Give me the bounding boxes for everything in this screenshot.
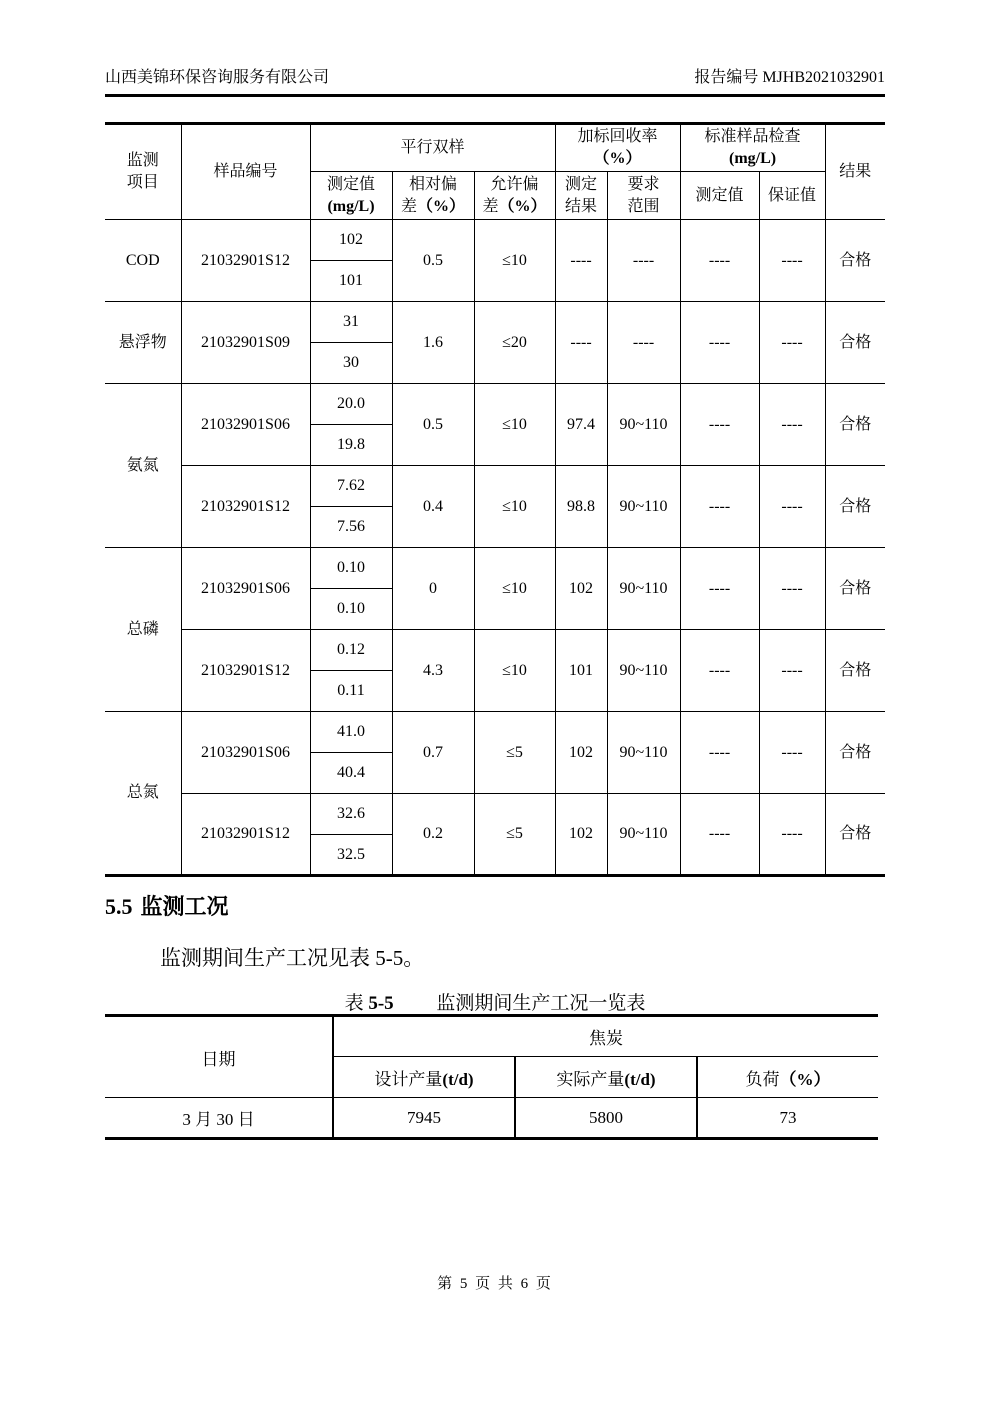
- qa-spike-range: 90~110: [607, 466, 680, 548]
- qa-allowed-deviation: ≤10: [474, 548, 555, 630]
- qa-spike-result: 102: [555, 794, 607, 876]
- prod-head-date: 日期: [105, 1016, 333, 1098]
- prod-head-load: [697, 1057, 878, 1098]
- qa-head-measured: [310, 172, 392, 220]
- qa-allowed-deviation: ≤20: [474, 302, 555, 384]
- qa-measured-value: 31: [310, 302, 392, 343]
- prod-head-actual-label: 实际产量: [556, 1069, 625, 1089]
- qa-head-allow-dev-unit: （%）: [498, 197, 547, 215]
- qa-head-rel-dev-l1: 相对偏: [408, 175, 457, 193]
- qa-measured-value: 0.10: [310, 548, 392, 589]
- qa-spike-range: ----: [607, 220, 680, 302]
- prod-head-actual: [515, 1057, 697, 1098]
- qa-group-label: 悬浮物: [105, 302, 181, 384]
- qa-relative-deviation: 0: [392, 548, 474, 630]
- caption-number: 5-5: [368, 993, 394, 1014]
- qa-measured-value: 20.0: [310, 384, 392, 425]
- qa-sample-id: 21032901S12: [181, 466, 310, 548]
- qa-group-label: COD: [105, 220, 181, 302]
- qa-result: 合格: [825, 548, 885, 630]
- qa-sample-id: 21032901S06: [181, 712, 310, 794]
- prod-head-design-label: 设计产量: [374, 1069, 443, 1089]
- table-row: [105, 384, 885, 425]
- qa-measured-value: 32.5: [310, 835, 392, 876]
- qa-measured-value: 32.6: [310, 794, 392, 835]
- qa-head-std-label: 标准样品检查: [704, 128, 801, 146]
- qa-head-parallel: 平行双样: [310, 124, 555, 172]
- qa-head-rel-dev-unit: （%）: [417, 197, 466, 215]
- qa-relative-deviation: 0.2: [392, 794, 474, 876]
- qa-measured-value: 19.8: [310, 425, 392, 466]
- qa-head-result: 结果: [825, 124, 885, 220]
- qa-head-spike: [555, 124, 680, 172]
- qa-table: [105, 122, 885, 877]
- table-row: [105, 302, 885, 343]
- section-title: 监测工况: [140, 894, 229, 919]
- page-footer: 第 5 页 共 6 页: [437, 1276, 553, 1292]
- qa-head-spike-range: 要求 范围: [607, 172, 680, 220]
- qa-spike-result: ----: [555, 220, 607, 302]
- qa-std-measured: ----: [680, 548, 759, 630]
- qa-measured-value: 7.62: [310, 466, 392, 507]
- prod-date: 3 月 30 日: [105, 1098, 333, 1139]
- qa-std-measured: ----: [680, 302, 759, 384]
- qa-measured-value: 30: [310, 343, 392, 384]
- qa-spike-result: 102: [555, 712, 607, 794]
- prod-design-value: 7945: [333, 1098, 515, 1139]
- table-row: [105, 794, 885, 835]
- qa-std-measured: ----: [680, 384, 759, 466]
- qa-head-allow-dev-l1: 允许偏: [490, 175, 539, 193]
- qa-allowed-deviation: ≤5: [474, 712, 555, 794]
- qa-std-guaranteed: ----: [759, 220, 825, 302]
- qa-relative-deviation: 1.6: [392, 302, 474, 384]
- table-row: [105, 630, 885, 671]
- qa-sample-id: 21032901S06: [181, 384, 310, 466]
- qa-group-label: 氨氮: [105, 384, 181, 548]
- qa-spike-result: 102: [555, 548, 607, 630]
- qa-header-row-1: [105, 124, 885, 172]
- qa-head-rel-dev-char: 差: [400, 197, 417, 215]
- qa-std-guaranteed: ----: [759, 794, 825, 876]
- qa-group-label: 总氮: [105, 712, 181, 876]
- qa-head-allow-dev: [474, 172, 555, 220]
- report-number: 报告编号 MJHB2021032901: [694, 69, 885, 86]
- prod-head-load-label: 负荷: [745, 1069, 780, 1089]
- prod-head-actual-unit: (t/d): [624, 1069, 656, 1089]
- qa-measured-value: 101: [310, 261, 392, 302]
- qa-allowed-deviation: ≤10: [474, 384, 555, 466]
- caption-prefix: 表: [344, 993, 364, 1014]
- qa-measured-value: 40.4: [310, 753, 392, 794]
- qa-spike-range: 90~110: [607, 384, 680, 466]
- qa-measured-value: 102: [310, 220, 392, 261]
- qa-sample-id: 21032901S12: [181, 630, 310, 712]
- qa-result: 合格: [825, 794, 885, 876]
- qa-head-std-measured: 测定值: [680, 172, 759, 220]
- qa-std-guaranteed: ----: [759, 630, 825, 712]
- qa-relative-deviation: 0.5: [392, 220, 474, 302]
- table-row: [105, 712, 885, 753]
- table-row: [105, 548, 885, 589]
- qa-spike-range: 90~110: [607, 548, 680, 630]
- qa-head-rel-dev-l2: [395, 196, 472, 218]
- qa-spike-result: 97.4: [555, 384, 607, 466]
- section-number: 5.5: [105, 894, 133, 919]
- qa-measured-value: 0.11: [310, 671, 392, 712]
- qa-relative-deviation: 4.3: [392, 630, 474, 712]
- qa-measured-value: 41.0: [310, 712, 392, 753]
- company-name: 山西美锦环保咨询服务有限公司: [105, 69, 330, 86]
- qa-measured-value: 0.10: [310, 589, 392, 630]
- table-row: [105, 1098, 878, 1139]
- body-paragraph: 监测期间生产工况见表 5-5。: [160, 946, 425, 970]
- production-table: [105, 1014, 878, 1140]
- table-row: [105, 466, 885, 507]
- prod-head-design-unit: (t/d): [442, 1069, 474, 1089]
- prod-actual-value: 5800: [515, 1098, 697, 1139]
- qa-head-measured-label: 测定值: [326, 175, 375, 193]
- qa-result: 合格: [825, 630, 885, 712]
- qa-std-measured: ----: [680, 630, 759, 712]
- qa-spike-range: 90~110: [607, 712, 680, 794]
- qa-result: 合格: [825, 384, 885, 466]
- qa-head-allow-dev-char: 差: [482, 197, 499, 215]
- qa-spike-range: 90~110: [607, 630, 680, 712]
- qa-std-measured: ----: [680, 466, 759, 548]
- qa-head-rel-dev: [392, 172, 474, 220]
- qa-spike-range: 90~110: [607, 794, 680, 876]
- table-caption: [105, 988, 885, 1015]
- prod-head-design: [333, 1057, 515, 1098]
- qa-result: 合格: [825, 712, 885, 794]
- qa-spike-result: 101: [555, 630, 607, 712]
- qa-sample-id: 21032901S06: [181, 548, 310, 630]
- qa-spike-result: 98.8: [555, 466, 607, 548]
- prod-head-load-unit: （%）: [779, 1069, 831, 1089]
- qa-std-guaranteed: ----: [759, 548, 825, 630]
- qa-relative-deviation: 0.4: [392, 466, 474, 548]
- qa-head-spike-unit: （%）: [593, 150, 642, 167]
- qa-head-allow-dev-l2: [477, 196, 553, 218]
- qa-allowed-deviation: ≤5: [474, 794, 555, 876]
- qa-std-guaranteed: ----: [759, 466, 825, 548]
- qa-head-std-unit: (mg/L): [728, 150, 777, 167]
- qa-result: 合格: [825, 220, 885, 302]
- prod-header-row-1: [105, 1016, 878, 1057]
- page-header: [105, 64, 885, 97]
- qa-head-measured-unit: (mg/L): [327, 197, 375, 215]
- qa-std-measured: ----: [680, 794, 759, 876]
- qa-head-item: 监测 项目: [105, 124, 181, 220]
- qa-allowed-deviation: ≤10: [474, 220, 555, 302]
- caption-title: 监测期间生产工况一览表: [436, 993, 646, 1014]
- qa-allowed-deviation: ≤10: [474, 630, 555, 712]
- qa-spike-result: ----: [555, 302, 607, 384]
- qa-sample-id: 21032901S12: [181, 794, 310, 876]
- qa-spike-range: ----: [607, 302, 680, 384]
- qa-sample-id: 21032901S09: [181, 302, 310, 384]
- qa-head-sample-id: 样品编号: [181, 124, 310, 220]
- qa-result: 合格: [825, 302, 885, 384]
- qa-allowed-deviation: ≤10: [474, 466, 555, 548]
- qa-group-label: 总磷: [105, 548, 181, 712]
- qa-measured-value: 0.12: [310, 630, 392, 671]
- qa-std-guaranteed: ----: [759, 712, 825, 794]
- section-heading: [105, 890, 229, 921]
- qa-std-guaranteed: ----: [759, 302, 825, 384]
- qa-head-spike-result: 测定 结果: [555, 172, 607, 220]
- qa-measured-value: 7.56: [310, 507, 392, 548]
- qa-head-std: [680, 124, 825, 172]
- qa-relative-deviation: 0.7: [392, 712, 474, 794]
- qa-std-guaranteed: ----: [759, 384, 825, 466]
- prod-load-value: 73: [697, 1098, 878, 1139]
- qa-sample-id: 21032901S12: [181, 220, 310, 302]
- qa-head-spike-label: 加标回收率: [577, 128, 658, 146]
- table-row: [105, 220, 885, 261]
- qa-relative-deviation: 0.5: [392, 384, 474, 466]
- qa-head-std-guaranteed: 保证值: [759, 172, 825, 220]
- qa-std-measured: ----: [680, 712, 759, 794]
- qa-std-measured: ----: [680, 220, 759, 302]
- prod-head-product: 焦炭: [333, 1016, 878, 1057]
- qa-result: 合格: [825, 466, 885, 548]
